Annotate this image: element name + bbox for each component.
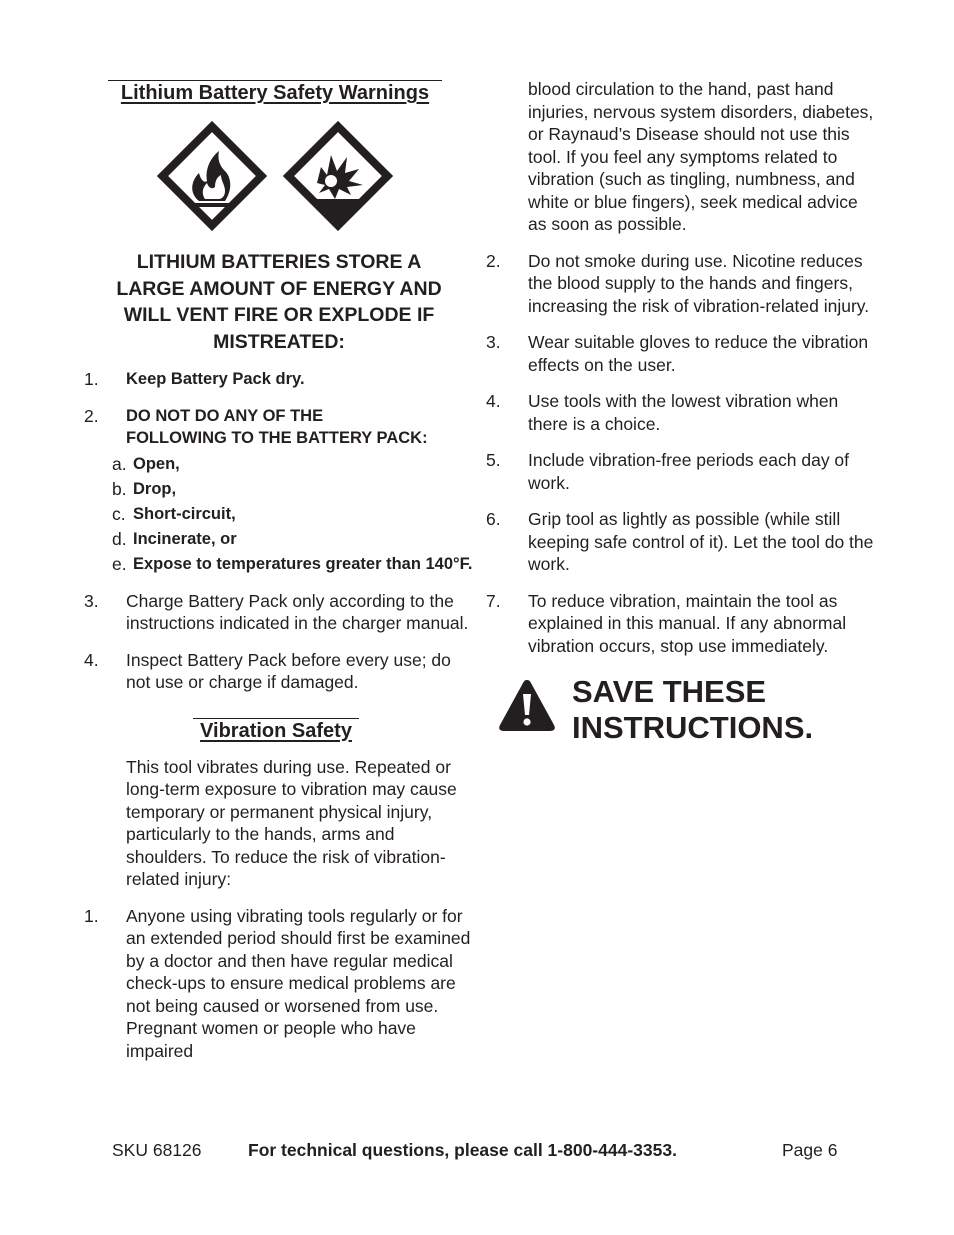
lithium-heading: Lithium Battery Safety Warnings <box>108 80 442 105</box>
explosion-hazard-icon <box>281 119 395 233</box>
footer-page-number: Page 6 <box>782 1140 838 1160</box>
lithium-item-4: 4. Inspect Battery Pack before every use; do not use or charge if damaged. <box>84 649 451 692</box>
flame-hazard-icon <box>155 119 269 233</box>
vibration-item-2: 2. Do not smoke during use. Nicotine reduces the blood supply to the hands and fingers, increasing the risk of vibration-related injury. <box>486 250 870 316</box>
lithium-sub-e: e. Expose to temperatures greater than 140°F. <box>112 554 473 574</box>
save-line-1: SAVE THESE <box>572 674 767 709</box>
footer-tech-support: For technical questions, please call 1-800-444-3353. <box>248 1140 677 1160</box>
save-line-2: INSTRUCTIONS. <box>572 710 814 745</box>
save-instructions <box>498 674 876 746</box>
footer-sku: SKU 68126 <box>112 1140 202 1160</box>
lithium-warning: LITHIUM BATTERIES STORE A LARGE AMOUNT OF ENERGY AND WILL VENT FIRE OR EXPLODE IF MISTREATED: <box>116 251 442 353</box>
lithium-item-2: 2. DO NOT DO ANY OF THE FOLLOWING TO THE BATTERY PACK: <box>84 405 428 447</box>
lithium-item-3: 3. Charge Battery Pack only according to the instructions indicated in the charger manual. <box>84 590 469 633</box>
vibration-item-3: 3. Wear suitable gloves to reduce the vibration effects on the user. <box>486 332 869 375</box>
lithium-sub-a: a. Open, <box>112 453 180 474</box>
vibration-item-7: 7. To reduce vibration, maintain the tool as explained in this manual. If any abnormal vibration occurs, stop use immediately. <box>486 590 847 656</box>
vibration-heading: Vibration Safety <box>193 718 359 743</box>
vibration-item-1: 1. Anyone using vibrating tools regularly or for an extended period should first be examined by a doctor and then have regular medical check-ups to ensure medical problems are not being caused or worsened from use. Pregnant women or people who have impaired <box>84 905 471 1061</box>
hazard-icons <box>76 119 474 233</box>
left-column <box>84 80 474 1062</box>
lithium-sub-b: b. Drop, <box>112 478 177 499</box>
right-column <box>486 78 876 746</box>
vibration-item-6: 6. Grip tool as lightly as possible (while still keeping safe control of it). Let the tool do the work. <box>486 509 874 574</box>
lithium-sub-c: c. Short-circuit, <box>112 503 236 524</box>
lithium-sub-d: d. Incinerate, or <box>112 528 237 549</box>
warning-triangle-icon <box>498 678 556 732</box>
lithium-item-1: 1. Keep Battery Pack dry. <box>84 369 305 389</box>
vibration-item-4: 4. Use tools with the lowest vibration when there is a choice. <box>486 391 839 434</box>
vibration-item-1-continued: blood circulation to the hand, past hand injuries, nervous system disorders, diabetes, or Raynaud’s Disease should not use this tool. If you feel any symptoms related to vibration (such as tingling, numbness, and white or blue fingers), seek medical advice as soon as possible. <box>528 79 874 234</box>
vibration-intro: This tool vibrates during use. Repeated or long-term exposure to vibration may cause temporary or permanent physical injury, particularly to the hands, arms and shoulders. To reduce the risk of vibration-related injury: <box>126 756 457 889</box>
vibration-item-5: 5. Include vibration-free periods each day of work. <box>486 450 850 493</box>
